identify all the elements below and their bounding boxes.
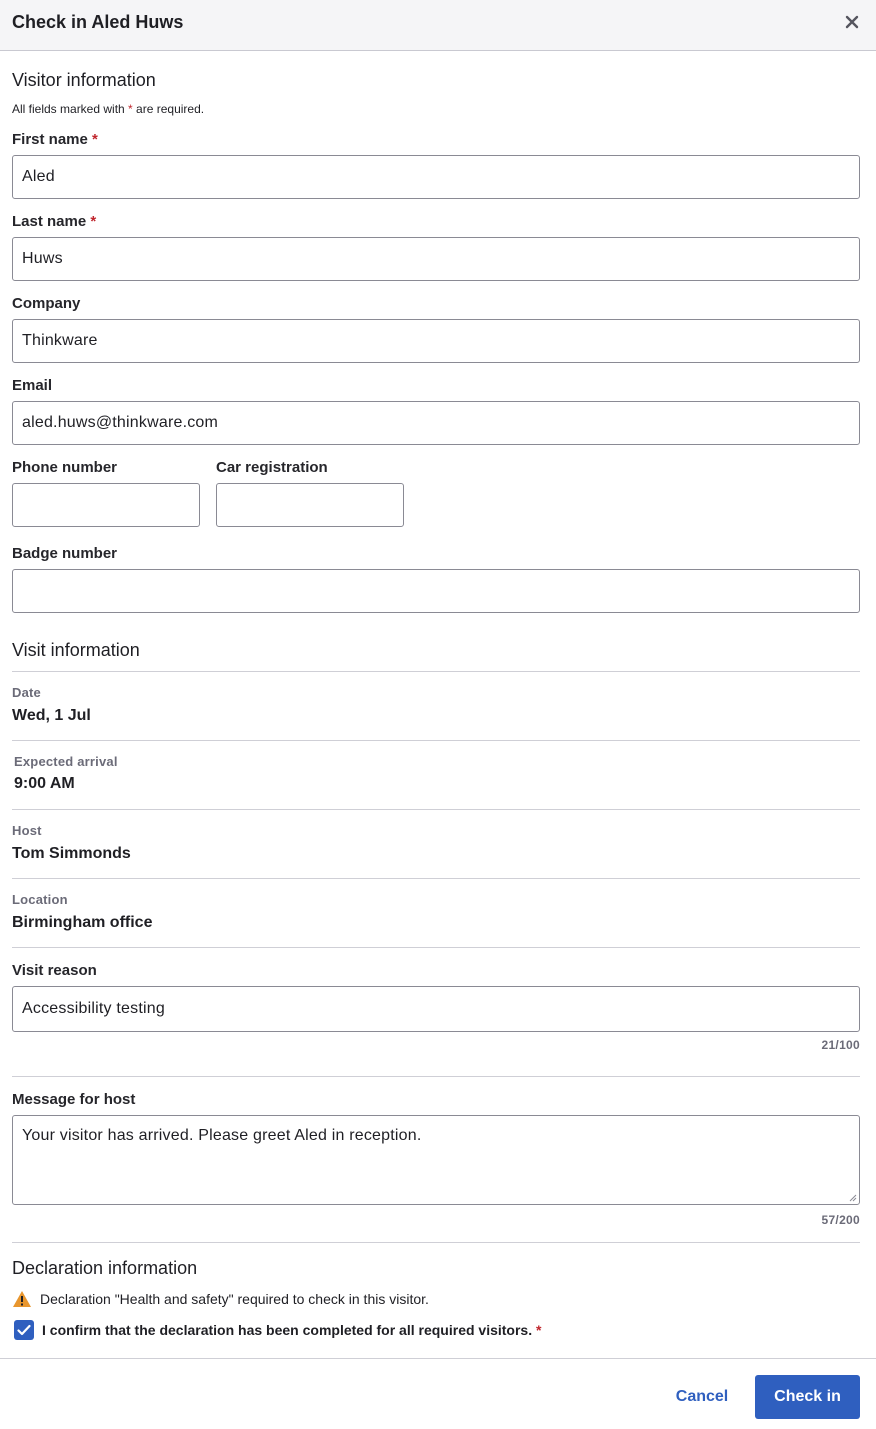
- car-registration-label: Car registration: [216, 459, 328, 476]
- required-marker: *: [90, 213, 97, 230]
- divider: [12, 878, 860, 879]
- host-label: Host: [12, 823, 42, 838]
- arrival-value: 9:00 AM: [14, 775, 75, 792]
- divider: [12, 1076, 860, 1077]
- required-marker: *: [128, 102, 133, 116]
- declaration-warning: [12, 1290, 429, 1308]
- location-label: Location: [12, 892, 68, 907]
- location-value: Birmingham office: [12, 914, 153, 931]
- visit-reason-label: Visit reason: [12, 962, 97, 979]
- declaration-heading: Declaration information: [12, 1258, 198, 1278]
- divider: [12, 671, 860, 672]
- date-label: Date: [12, 685, 41, 700]
- message-text: Your visitor has arrived. Please greet Aled in reception.: [22, 1127, 422, 1144]
- company-label: Company: [12, 295, 81, 312]
- host-value: Tom Simmonds: [12, 845, 131, 862]
- email-label: Email: [12, 377, 53, 394]
- required-note-prefix: All fields marked with: [12, 102, 129, 116]
- message-counter: 57/200: [821, 1213, 860, 1227]
- last-name-input[interactable]: [12, 237, 860, 281]
- check-icon: [17, 1324, 31, 1336]
- declaration-confirm[interactable]: [12, 1320, 541, 1340]
- required-marker: *: [536, 1322, 542, 1338]
- confirm-checkbox[interactable]: [14, 1320, 34, 1340]
- phone-input[interactable]: [12, 483, 200, 527]
- message-textarea[interactable]: [12, 1115, 860, 1205]
- last-name-label: [12, 213, 96, 230]
- confirm-text: I confirm that the declaration has been completed for all required visitors.: [42, 1322, 533, 1338]
- check-in-button[interactable]: Check in: [755, 1375, 860, 1419]
- divider: [12, 740, 860, 741]
- dialog-header: [0, 0, 876, 51]
- dialog-title: Check in Aled Huws: [12, 12, 184, 32]
- required-note: [12, 102, 204, 116]
- resize-handle-icon[interactable]: [849, 1194, 857, 1202]
- divider: [12, 947, 860, 948]
- message-label: Message for host: [12, 1091, 136, 1108]
- required-marker: *: [92, 131, 98, 148]
- cancel-button[interactable]: Cancel: [662, 1375, 742, 1419]
- phone-label: Phone number: [12, 459, 118, 476]
- arrival-label: Expected arrival: [14, 754, 118, 769]
- divider: [12, 809, 860, 810]
- divider: [12, 1242, 860, 1243]
- first-name-label: [12, 131, 98, 148]
- first-name-label-text: First name: [12, 131, 88, 148]
- date-value: Wed, 1 Jul: [12, 707, 91, 724]
- badge-input[interactable]: [12, 569, 860, 613]
- visit-reason-input[interactable]: [12, 986, 860, 1032]
- close-icon[interactable]: [842, 12, 862, 32]
- last-name-label-text: Last name: [12, 213, 87, 230]
- badge-label: Badge number: [12, 545, 118, 562]
- first-name-input[interactable]: [12, 155, 860, 199]
- visit-info-heading: Visit information: [12, 640, 140, 660]
- visitor-info-heading: Visitor information: [12, 70, 156, 90]
- company-input[interactable]: [12, 319, 860, 363]
- warning-icon: [12, 1290, 32, 1308]
- required-note-suffix: are required.: [132, 102, 205, 116]
- footer-divider: [0, 1358, 876, 1359]
- warning-text: Declaration "Health and safety" required to check in this visitor.: [40, 1291, 429, 1307]
- visit-reason-counter: 21/100: [821, 1038, 860, 1052]
- email-input[interactable]: [12, 401, 860, 445]
- car-registration-input[interactable]: [216, 483, 404, 527]
